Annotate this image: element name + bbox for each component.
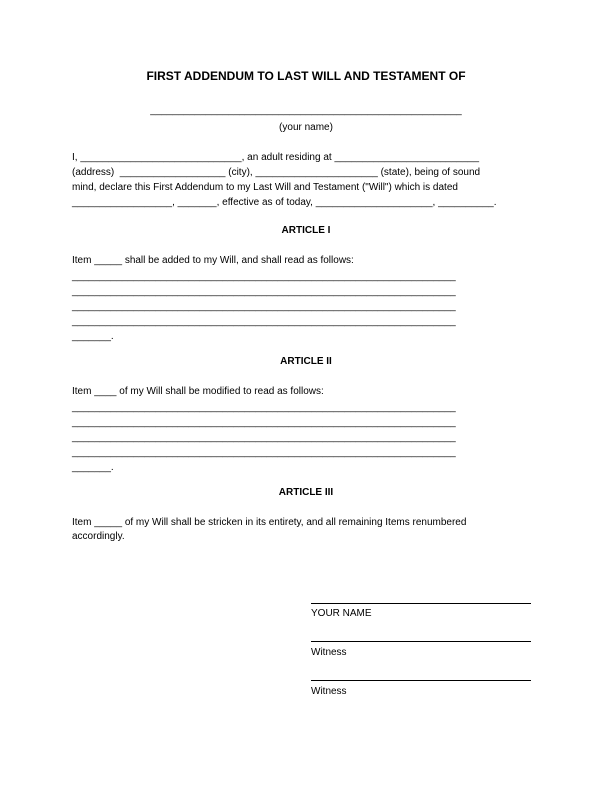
signature-label-your-name: YOUR NAME: [311, 608, 372, 619]
article-2-text: Item ____ of my Will shall be modified to read as follows:: [72, 386, 324, 397]
article-1-blank-line: _____________________________________________________________________: [72, 271, 456, 282]
intro-line-1: I, _____________________________, an adult residing at __________________________: [72, 152, 480, 163]
article-2-blank-line: _____________________________________________________________________: [72, 417, 456, 428]
signature-label-witness-1: Witness: [311, 647, 347, 658]
article-2-blank-line: _____________________________________________________________________: [72, 447, 456, 458]
article-2-blank-line: _______.: [72, 462, 114, 473]
article-3-heading: ARTICLE III: [278, 487, 334, 498]
article-1-heading: ARTICLE I: [281, 225, 331, 236]
document-title: FIRST ADDENDUM TO LAST WILL AND TESTAMENT OF: [146, 69, 466, 83]
article-2-blank-line: _____________________________________________________________________: [72, 402, 456, 413]
signature-label-witness-2: Witness: [311, 686, 347, 697]
signature-line-witness-2: [311, 680, 531, 681]
intro-line-3: mind, declare this First Addendum to my Last Will and Testament ("Will") which is dated: [72, 182, 458, 193]
name-blank-line: ________________________________________________________: [150, 105, 462, 116]
name-caption: (your name): [279, 122, 333, 133]
article-2-blank-line: _____________________________________________________________________: [72, 432, 456, 443]
signature-line-your-name: [311, 603, 531, 604]
article-3-text-line-1: Item _____ of my Will shall be stricken in its entirety, and all remaining Items renumbered: [72, 517, 467, 528]
intro-line-2: (address) ___________________ (city), ______________________ (state), being of sound: [72, 167, 481, 178]
article-1-text: Item _____ shall be added to my Will, and shall read as follows:: [72, 255, 354, 266]
intro-line-4: __________________, _______, effective as of today, _____________________, __________.: [72, 197, 497, 208]
article-3-text-line-2: accordingly.: [72, 531, 125, 542]
article-1-blank-line: _______.: [72, 331, 114, 342]
article-2-heading: ARTICLE II: [280, 356, 332, 367]
article-1-blank-line: _____________________________________________________________________: [72, 286, 456, 297]
article-1-blank-line: _____________________________________________________________________: [72, 316, 456, 327]
signature-line-witness-1: [311, 641, 531, 642]
article-1-blank-line: _____________________________________________________________________: [72, 301, 456, 312]
